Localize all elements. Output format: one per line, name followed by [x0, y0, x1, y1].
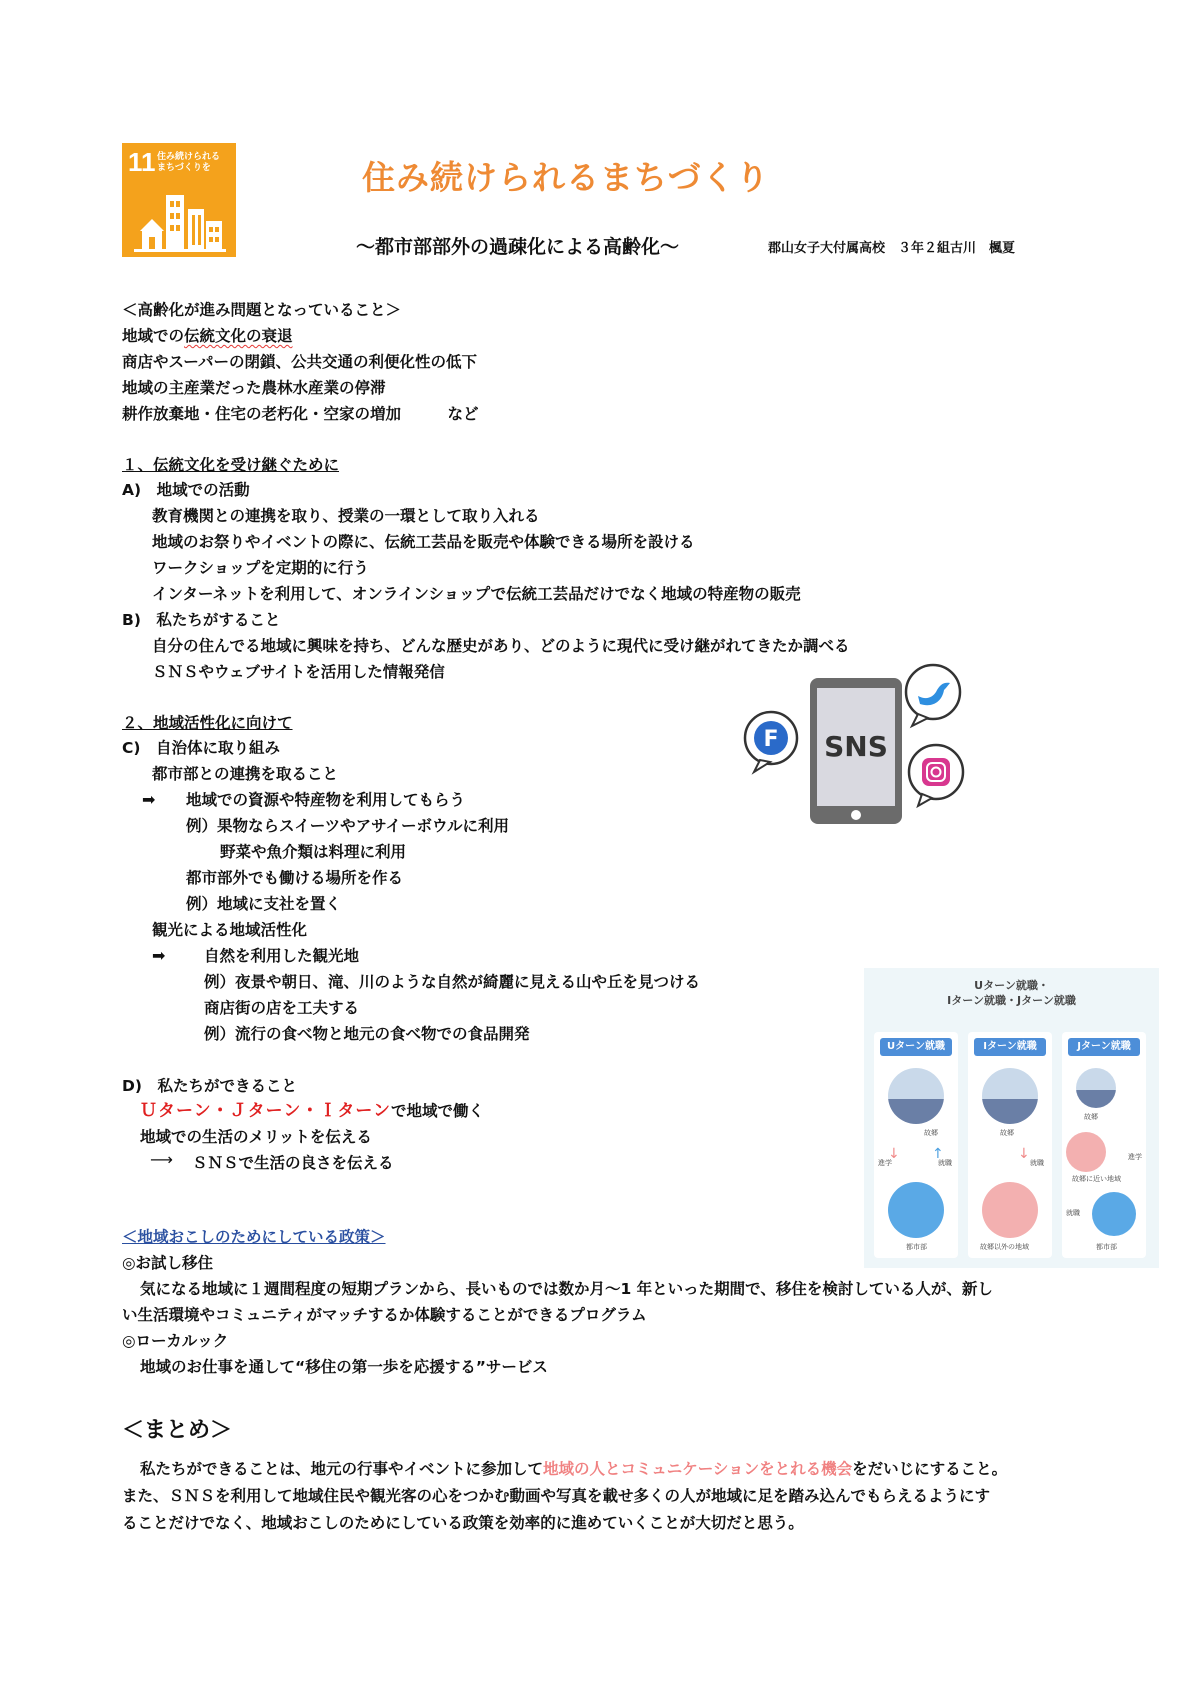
city-buildings-icon [122, 143, 236, 257]
section2-c-line: 自然を利用した観光地 [204, 947, 360, 965]
section1-heading: １、伝統文化を受け継ぐために [122, 456, 340, 474]
down-arrow-icon: ↓ [888, 1146, 900, 1162]
down-arrow-icon: ↓ [1018, 1146, 1030, 1162]
section1-a-item: 教育機関との連携を取り、授業の一環として取り入れる [152, 507, 540, 525]
hometown-mountain-icon [888, 1068, 944, 1124]
policy-title: ◎ローカルック [122, 1332, 229, 1350]
u-turn-column: Uターン就職 故郷 進学 就職 ↓ ↑ 都市部 [874, 1032, 958, 1258]
summary-highlight: 地域の人とコミュニケーションをとれる機会 [543, 1460, 853, 1478]
section2-c-line: 商店街の店を工夫する [204, 999, 360, 1017]
facebook-icon: F [763, 727, 779, 752]
long-arrow-icon: ⟶ [150, 1150, 171, 1169]
section2-c-line: 例）流行の食べ物と地元の食べ物での食品開発 [204, 1025, 530, 1043]
section1-b-item: ＳＮＳやウェブサイトを活用した情報発信 [152, 663, 445, 681]
problem-item: 地域の主産業だった農林水産業の停滞 [122, 379, 386, 397]
city-circle-icon [888, 1182, 944, 1238]
turn-diagram-title: Uターン就職・ Iターン就職・Jターン就職 [947, 979, 1076, 1007]
problem-item: 耕作放棄地・住宅の老朽化・空家の増加 など [122, 405, 479, 423]
city-circle-icon [1092, 1192, 1136, 1236]
problem-item-underlined: 伝統文化の衰退 [184, 327, 293, 345]
section1-a-item: 地域のお祭りやイベントの際に、伝統工芸品を販売や体験できる場所を設ける [152, 533, 695, 551]
section2-c-line: 地域での資源や特産物を利用してもらう [186, 791, 466, 809]
section2-c-label: C) 自治体に取り組み [122, 739, 280, 757]
summary-heading: ＜まとめ＞ [122, 1418, 233, 1443]
policy-text: い生活環境やコミュニティがマッチするか体験することができるプログラム [122, 1306, 647, 1324]
town-circle-icon [982, 1182, 1038, 1238]
turn-employment-diagram [864, 968, 1159, 1268]
sdg-number: 11 [128, 147, 156, 177]
author-line: 郡山女子大付属高校 ３年２組古川 楓夏 [768, 241, 1016, 256]
up-arrow-icon: ↑ [932, 1146, 944, 1162]
summary-line: また、ＳＮＳを利用して地域住民や観光客の心をつかむ動画や写真を載せ多くの人が地域に足を踏み込んでもらえるようにす [122, 1487, 991, 1505]
turn-types-highlight: Ｕターン・Ｊターン・Ｉターン [140, 1101, 391, 1121]
section2-c-line: 例）夜景や朝日、滝、川のような自然が綺麗に見える山や丘を見つける [204, 973, 701, 991]
problems-heading: ＜高齢化が進み問題となっていること＞ [122, 301, 402, 319]
sdg-11-logo [122, 143, 236, 257]
section2-c-line: 例）地域に支社を置く [186, 895, 342, 913]
section2-c-line: 観光による地域活性化 [152, 921, 308, 939]
section1-a-label: A) 地域での活動 [122, 481, 250, 499]
turn-work-suffix: で地域で働く [390, 1102, 484, 1120]
turn-work-line [140, 1100, 484, 1122]
hometown-mountain-icon [982, 1068, 1038, 1124]
policy-text: 気になる地域に１週間程度の短期プランから、長いものでは数か月～1 年といった期間で、移住を検討している人が、新し [140, 1280, 993, 1298]
right-arrow-icon: ➡ [152, 946, 166, 965]
section2-d-line: 地域での生活のメリットを伝える [140, 1128, 372, 1146]
hometown-mountain-icon [1076, 1068, 1116, 1108]
section2-d-label: D) 私たちができること [122, 1077, 297, 1095]
page-title: 住み続けられるまちづくり [362, 158, 770, 197]
nearby-town-icon [1066, 1132, 1106, 1172]
i-turn-label: Iターン就職 [974, 1038, 1046, 1056]
j-turn-label: Jターン就職 [1068, 1038, 1140, 1056]
section1-b-item: 自分の住んでる地域に興味を持ち、どんな歴史があり、どのように現代に受け継がれてきたか調べる [152, 637, 850, 655]
section1-a-item: ワークショップを定期的に行う [152, 559, 369, 577]
section2-c-line: 野菜や魚介類は料理に利用 [220, 843, 407, 861]
u-turn-label: Uターン就職 [880, 1038, 952, 1056]
section1-b-label: B) 私たちがすること [122, 611, 281, 629]
problem-item: 地域での伝統文化の衰退 [122, 327, 293, 345]
j-turn-column: Jターン就職 故郷 故郷に近い地域 進学 就職 都市部 [1062, 1032, 1146, 1258]
section1-a-item: インターネットを利用して、オンラインショップで伝統工芸品だけでなく地域の特産物の販売 [152, 585, 801, 603]
problem-item: 商店やスーパーの閉鎖、公共交通の利便化性の低下 [122, 353, 477, 371]
section2-c-line: 例）果物ならスイーツやアサイーボウルに利用 [186, 817, 510, 835]
summary-line: 私たちができることは、地元の行事やイベントに参加して地域の人とコミュニケーションをとれる機会をだいじにすること。 [140, 1460, 1008, 1478]
section2-d-line: ＳＮＳで生活の良さを伝える [192, 1154, 394, 1172]
smartphone-sns-icon [740, 660, 970, 830]
section2-heading: ２、地域活性化に向けて [122, 714, 293, 732]
summary-line: ることだけでなく、地域おこしのためにしている政策を効率的に進めていくことが大切だと思う。 [122, 1514, 804, 1532]
i-turn-column: Iターン就職 故郷 就職 ↓ 故郷以外の地域 [968, 1032, 1052, 1258]
page-subtitle: ～都市部部外の過疎化による高齢化～ [356, 236, 680, 258]
sns-label: SNS [824, 730, 888, 763]
section2-c-line: 都市部外でも働ける場所を作る [186, 869, 404, 887]
sns-illustration [740, 660, 970, 830]
sdg-caption: 住み続けられる まちづくりを [157, 152, 221, 173]
policies-heading: ＜地域おこしのためにしている政策＞ [122, 1228, 386, 1246]
right-arrow-icon: ➡ [142, 790, 156, 809]
policy-title: ◎お試し移住 [122, 1254, 214, 1272]
section2-c-line: 都市部との連携を取ること [152, 765, 339, 783]
policy-text: 地域のお仕事を通して“移住の第一歩を応援する”サービス [140, 1358, 548, 1376]
